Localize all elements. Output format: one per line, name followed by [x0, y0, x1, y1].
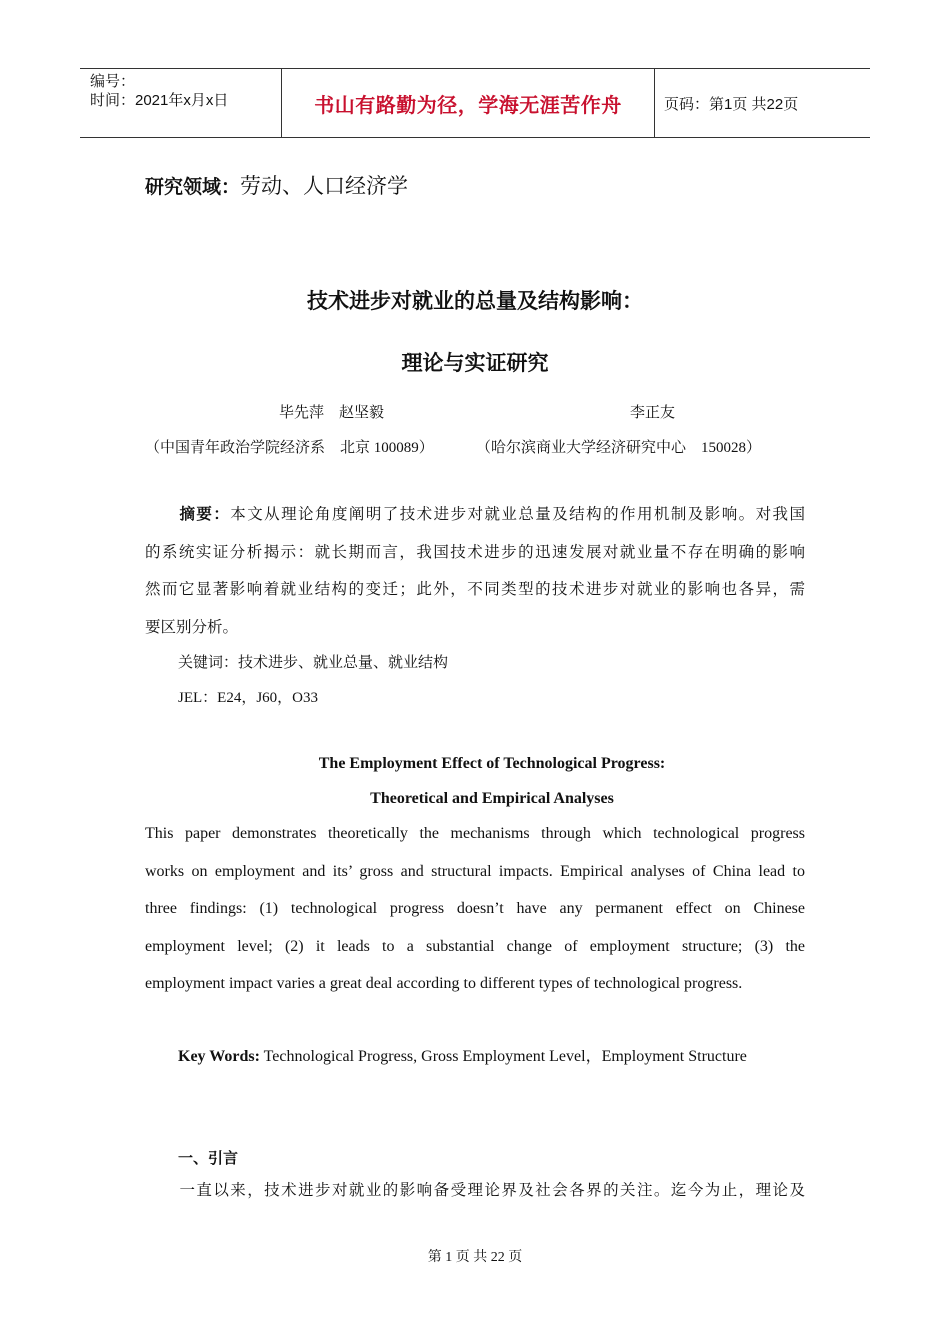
paper-title-line2: 理论与实证研究 [401, 351, 549, 375]
page-header-table [80, 68, 870, 138]
header-date-label: 时间：2021年x月x日 [90, 92, 229, 109]
authors-group2: 李正友 [630, 405, 676, 421]
keywords-en-label: Key Words: [178, 1048, 260, 1065]
abstract-cn [145, 496, 805, 646]
jel-codes: JEL：E24，J60，O33 [178, 690, 318, 706]
section-body-line: 一直以来，技术进步对就业的影响备受理论界及社会各界的关注。迄今为止，理论及 [178, 1182, 805, 1199]
header-number-label: 编号： [90, 73, 136, 90]
abstract-en-line: employment impact varies a great deal according to different types of technological progress. [145, 975, 743, 992]
research-field [145, 170, 408, 200]
abstract-en-line: three findings: (1) technological progress doesn’t have any permanent effect on Chinese [145, 900, 805, 917]
abstract-en-line: employment level; (2) it leads to a substantial change of employment structure; (3) the [145, 937, 805, 955]
abstract-cn-label: 摘要： [178, 505, 231, 523]
page-footer: 第 1 页 共 22 页 [427, 1250, 523, 1265]
paper-title-line1: 技术进步对就业的总量及结构影响： [307, 289, 643, 313]
english-title-line1: The Employment Effect of Technological Progress: [318, 755, 666, 772]
abstract-cn-line: 然而它显著影响着就业结构的变迁；此外，不同类型的技术进步对就业的影响也各异，需 [145, 581, 805, 598]
section-heading: 一、引言 [178, 1149, 239, 1167]
abstract-cn-line: 的系统实证分析揭示：就长期而言，我国技术进步的迅速发展对就业量不存在明确的影响 [145, 543, 805, 561]
abstract-en [145, 815, 805, 1003]
authors-group1: 毕先萍 赵坚毅 [279, 405, 385, 421]
abstract-en-line: This paper demonstrates theoretically the mechanisms through which technological progress [145, 825, 805, 842]
abstract-en-line: works on employment and its’ gross and structural impacts. Empirical analyses of China lead to [145, 862, 805, 880]
research-field-value: 劳动、人口经济学 [240, 174, 409, 198]
affiliation1: （中国青年政治学院经济系 北京 100089） [145, 440, 434, 456]
header-divider [654, 69, 655, 137]
section-body [145, 1172, 805, 1210]
abstract-cn-line: 要区别分析。 [145, 618, 239, 636]
keywords-cn: 关键词：技术进步、就业总量、就业结构 [178, 655, 449, 671]
english-title-line2: Theoretical and Empirical Analyses [370, 790, 614, 807]
keywords-en [178, 1043, 747, 1066]
header-motto: 书山有路勤为径，学海无涯苦作舟 [314, 93, 622, 117]
header-meta [90, 72, 228, 110]
keywords-en-value: Technological Progress, Gross Employment Level，Employment Structure [259, 1048, 747, 1065]
header-page-label: 页码：第1页 共22页 [664, 96, 799, 113]
abstract-cn-line: 摘要：本文从理论角度阐明了技术进步对就业总量及结构的作用机制及影响。对我国 [178, 505, 805, 523]
research-field-label: 研究领域： [145, 176, 241, 198]
affiliation2: （哈尔滨商业大学经济研究中心 150028） [476, 440, 762, 456]
